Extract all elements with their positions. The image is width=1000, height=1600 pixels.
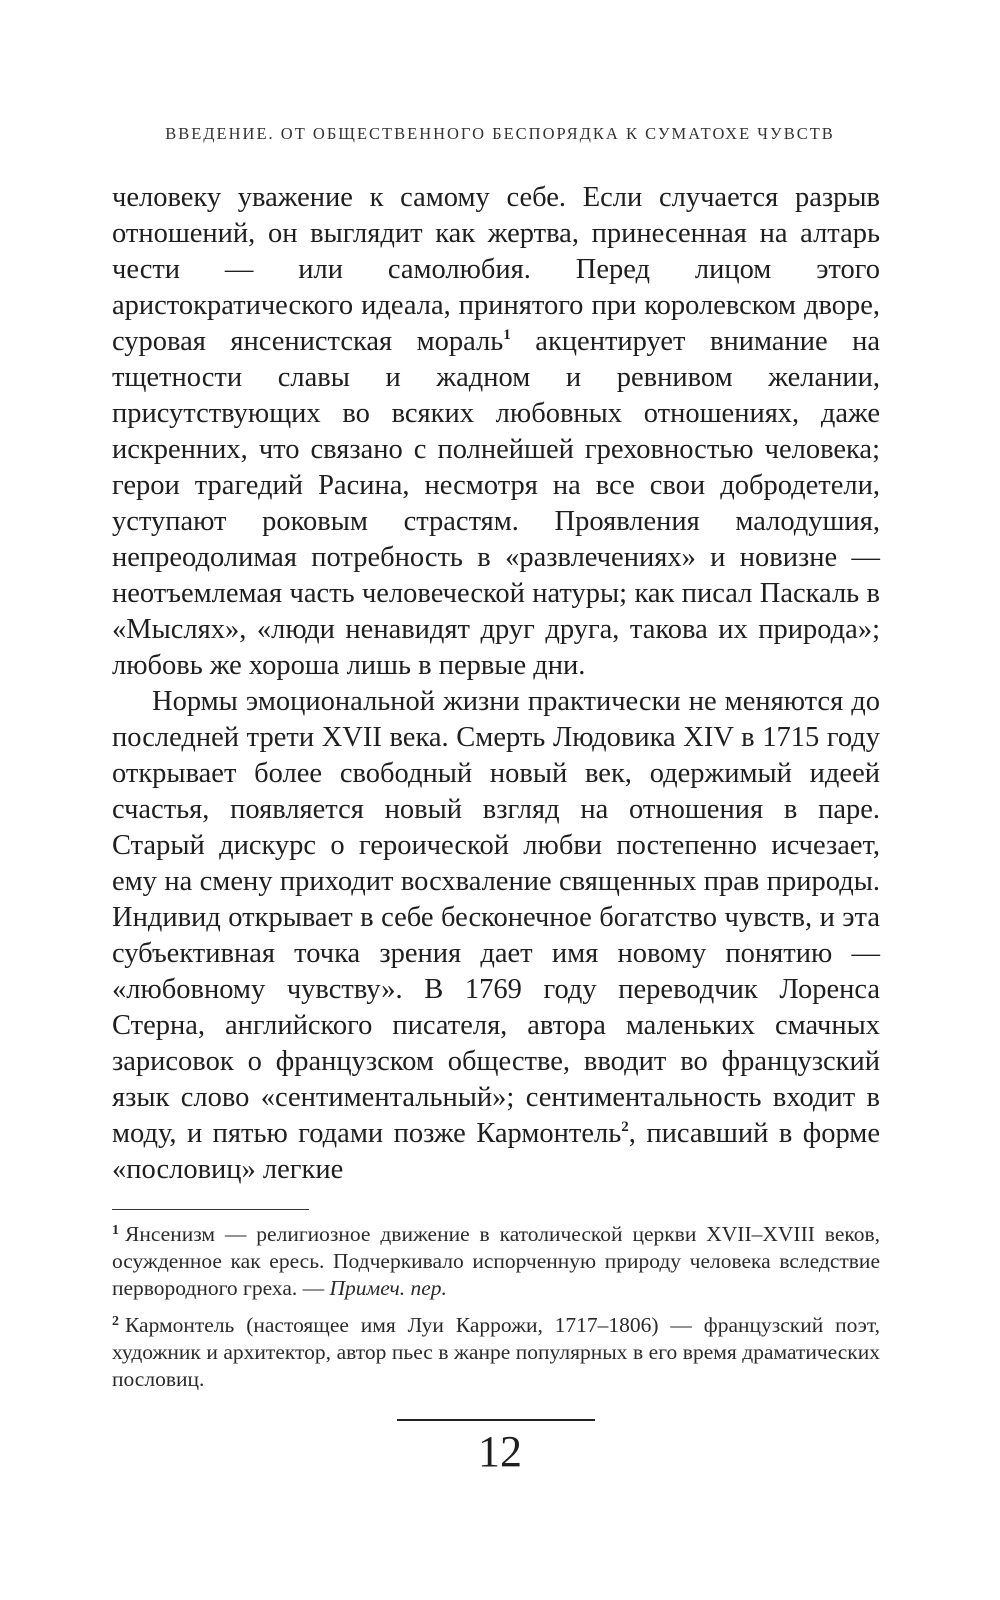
footnote-divider — [112, 1209, 309, 1210]
footnotes — [112, 1221, 880, 1403]
paragraph-2-text-b: , писавший в форме «пословиц» легкие — [112, 1118, 880, 1185]
footnote-1-translator-note: Примеч. пер. — [329, 1276, 447, 1300]
footnote-1 — [112, 1221, 880, 1302]
paragraph-1 — [112, 180, 880, 684]
footnote-1-text: Янсенизм — религиозное движение в католической церкви XVII–XVIII веков, осужденное как ересь. Подчеркивало испорченную природу человека вследствие первородного греха. — — [112, 1222, 880, 1300]
footnote-2-text: Кармонтель (настоящее имя Луи Каррожи, 1717–1806) — французский поэт, художник и архитектор, автор пьес в жанре популярных в его время драматических пословиц. — [112, 1313, 880, 1391]
footnote-ref-2[interactable]: 2 — [621, 1119, 629, 1135]
page-number-rule — [397, 1419, 595, 1421]
paragraph-1-text-b: акцентирует внимание на тщетности славы и жадном и ревнивом желании, присутствующих во всяких любовных отношениях, даже искренних, что связано с полнейшей греховностью человека; герои трагедий Расина, несмотря на все свои добродетели, уступают роковым страстям. Проявления малодушия, непреодолимая потребность в «развлечениях» и новизне — неотъемлемая часть человеческой натуры; как писал Паскаль в «Мыслях», «люди ненавидят друг друга, такова их природа»; любовь же хороша лишь в первые дни. — [112, 326, 880, 681]
footnote-1-number: 1 — [112, 1223, 119, 1238]
paragraph-2-text-a: Нормы эмоциональной жизни практически не меняются до последней трети XVII века. Смерть Людовика XIV в 1715 году открывает более свободный новый век, одержимый идеей счастья, появляется новый взгляд на отношения в паре. Старый дискурс о героической любви постепенно исчезает, ему на смену приходит восхваление священных прав природы. Индивид открывает в себе бесконечное богатство чувств, и эта субъективная точка зрения дает имя новому понятию — «любовному чувству». В 1769 году переводчик Лоренса Стерна, английского писателя, автора маленьких смачных зарисовок о французском обществе, вводит во французский язык слово «сентиментальный»; сентиментальность входит в моду, и пятью годами позже Кармонтель — [112, 686, 880, 1149]
running-header: ВВЕДЕНИЕ. ОТ ОБЩЕСТВЕННОГО БЕСПОРЯДКА К СУМАТОХЕ ЧУВСТВ — [165, 124, 835, 143]
footnote-ref-1[interactable]: 1 — [503, 327, 511, 343]
footnote-2 — [112, 1312, 880, 1393]
page-number: 12 — [478, 1427, 522, 1476]
paragraph-1-text-a: человеку уважение к самому себе. Если случается разрыв отношений, он выглядит как жертва, принесенная на алтарь чести — или самолюбия. Перед лицом этого аристократического идеала, принятого при королевском дворе, суровая янсенистская мораль — [112, 182, 880, 357]
main-text — [112, 180, 880, 1188]
paragraph-2 — [112, 684, 880, 1188]
footnote-2-number: 2 — [112, 1314, 119, 1329]
